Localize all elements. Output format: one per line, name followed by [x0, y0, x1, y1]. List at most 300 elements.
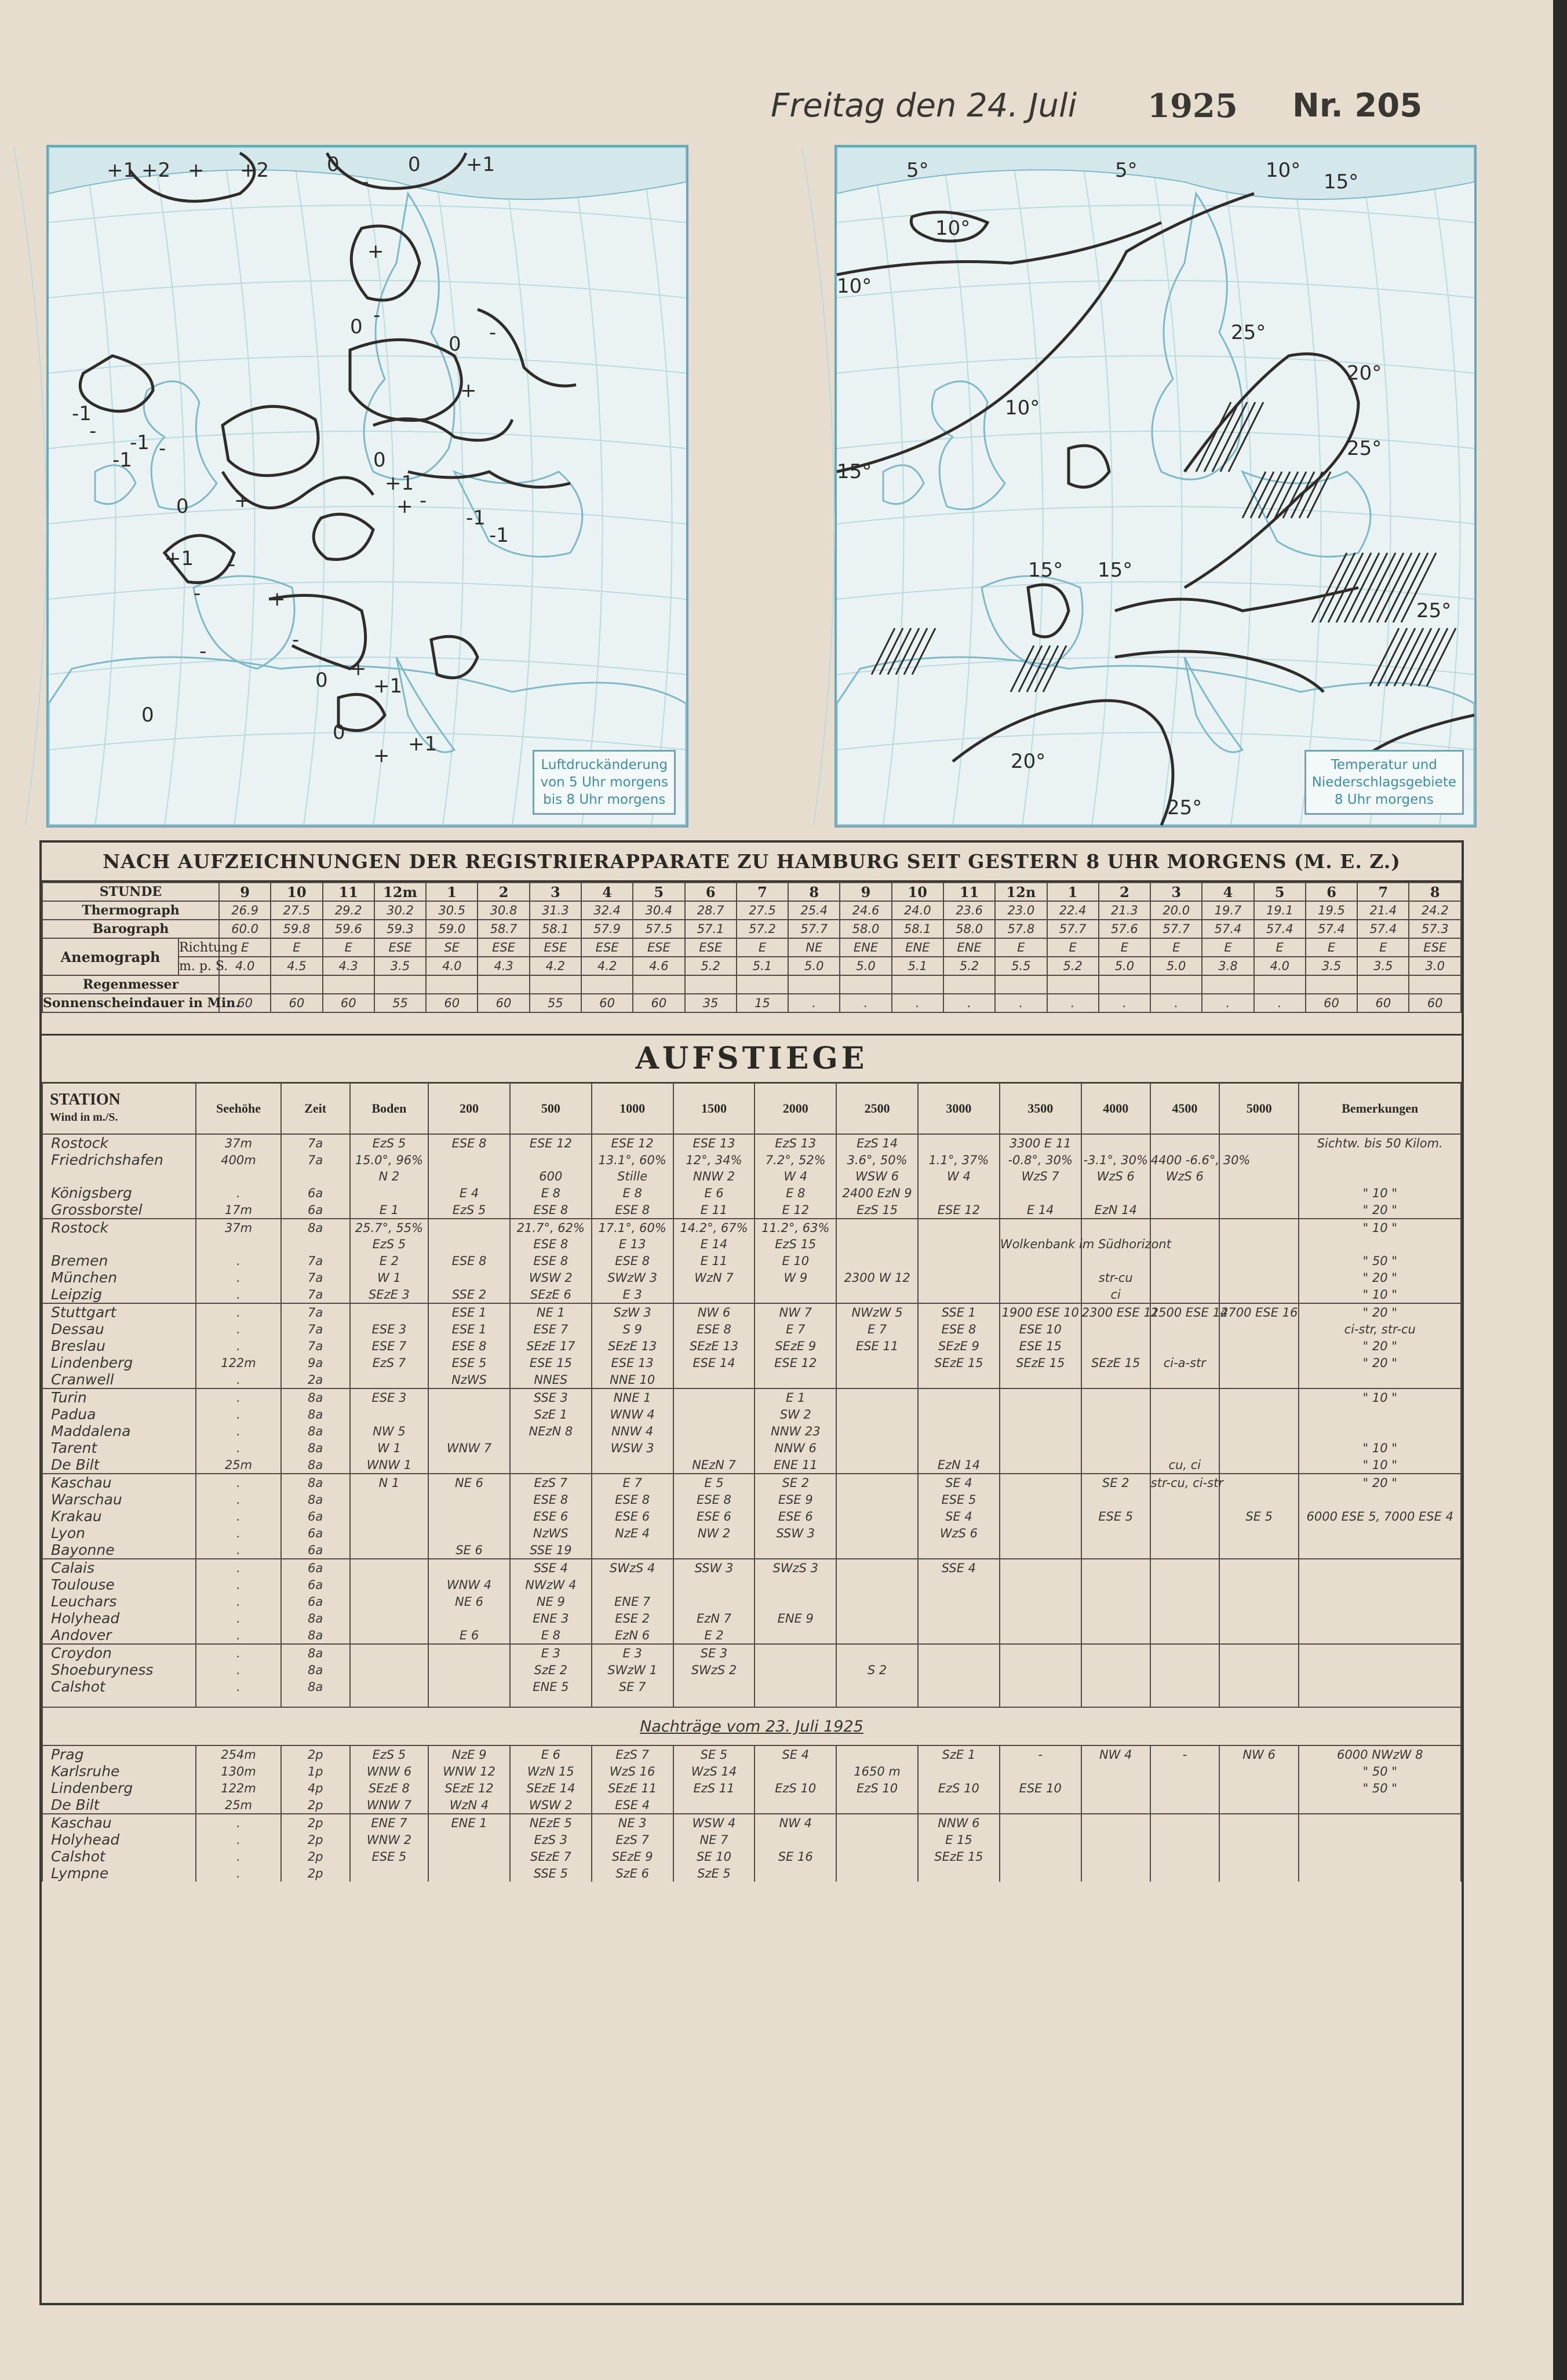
wind-cell: W 1 [350, 1439, 428, 1456]
station-remark [1299, 1236, 1461, 1252]
wind-cell: SSE 4 [918, 1559, 1000, 1576]
wind-cell [836, 1371, 918, 1388]
wind-cell: ESE 13 [673, 1134, 755, 1151]
header-bemerkungen: Bemerkungen [1299, 1083, 1461, 1134]
regenmesser-row-cell [530, 975, 581, 994]
station-row [42, 1865, 1461, 1882]
station-name [42, 1236, 196, 1252]
barograph-row-cell: 57.9 [581, 920, 633, 938]
wind-cell [836, 1474, 918, 1491]
wind-cell: NEzN 8 [510, 1423, 592, 1439]
wind-cell [673, 1388, 755, 1406]
wind-cell: W 4 [755, 1168, 836, 1184]
barograph-row-cell: 57.5 [633, 920, 684, 938]
station-time: 8a [281, 1439, 350, 1456]
regenmesser-row-cell [1202, 975, 1253, 994]
wind-cell [428, 1848, 510, 1865]
wind-cell: EzS 13 [755, 1134, 836, 1151]
station-time: 8a [281, 1644, 350, 1661]
station-height [196, 1695, 280, 1707]
station-height: . [196, 1525, 280, 1541]
station-height: . [196, 1474, 280, 1491]
barograph-row-cell: 57.6 [1099, 920, 1150, 938]
station-row [42, 1201, 1461, 1219]
sunshine-row-cell: 60 [478, 994, 529, 1012]
pressure-label: -1 [112, 449, 132, 472]
station-time: 2p [281, 1745, 350, 1763]
wind-cell [592, 1456, 673, 1474]
station-row [42, 1661, 1461, 1678]
station-time: 6a [281, 1525, 350, 1541]
hours-row-cell: 8 [1409, 883, 1461, 901]
station-time: 2p [281, 1831, 350, 1848]
wind-cell [1000, 1627, 1081, 1644]
wind-cell: WzN 15 [510, 1763, 592, 1780]
wind-cell: EzS 7 [510, 1474, 592, 1491]
wind-cell: E 14 [673, 1236, 755, 1252]
wind-cell: 2300 W 12 [836, 1269, 918, 1286]
wind-cell [1219, 1559, 1299, 1576]
wind-cell [1081, 1388, 1150, 1406]
wind-cell [836, 1354, 918, 1371]
wind-cell: NNW 2 [673, 1168, 755, 1184]
wind-cell [1081, 1576, 1150, 1593]
sunshine-row-cell: 60 [1306, 994, 1357, 1012]
wind-cell [1081, 1627, 1150, 1644]
wind-cell: ESE 10 [1000, 1321, 1081, 1337]
station-remark: " 20 " [1299, 1474, 1461, 1491]
sunshine-row-cell: 60 [426, 994, 478, 1012]
wind-cell [836, 1541, 918, 1559]
station-height: . [196, 1848, 280, 1865]
pressure-label: + [350, 657, 367, 680]
station-row [42, 1678, 1461, 1695]
sunshine-row-cell: 35 [685, 994, 737, 1012]
wind-cell: ESE 8 [428, 1337, 510, 1354]
wind-cell [1000, 1559, 1081, 1576]
station-time: 2p [281, 1814, 350, 1831]
wind-cell: 1650 m [836, 1763, 918, 1780]
wind-cell [1150, 1610, 1219, 1627]
wind-cell [1000, 1456, 1081, 1474]
station-row [42, 1491, 1461, 1508]
station-remark: 6000 NWzW 8 [1299, 1745, 1461, 1763]
thermograph-row-cell: 24.6 [840, 901, 891, 920]
wind-cell [1219, 1456, 1299, 1474]
station-time: 4p [281, 1780, 350, 1796]
station-time: 2p [281, 1848, 350, 1865]
wind-cell: NWzW 4 [510, 1576, 592, 1593]
wind-cell [1000, 1525, 1081, 1541]
wind-cell: N 1 [350, 1474, 428, 1491]
wind-cell [1219, 1168, 1299, 1184]
thermograph-row-cell: 26.9 [219, 901, 271, 920]
wind-cell [755, 1796, 836, 1814]
station-height: . [196, 1644, 280, 1661]
wind-cell [755, 1627, 836, 1644]
barograph-row-cell: 60.0 [219, 920, 271, 938]
wind-cell [673, 1406, 755, 1423]
station-height: . [196, 1610, 280, 1627]
wind-cell [1150, 1219, 1219, 1236]
wind-cell [836, 1745, 918, 1763]
station-name: Holyhead [42, 1610, 196, 1627]
hours-row-cell: 5 [633, 883, 684, 901]
wind-cell [428, 1865, 510, 1882]
wind-cell [918, 1763, 1000, 1780]
station-row [42, 1576, 1461, 1593]
wind-cell: SEzE 9 [918, 1337, 1000, 1354]
wind-cell [428, 1678, 510, 1695]
wind-cell [1150, 1201, 1219, 1219]
wind-cell [592, 1695, 673, 1707]
wind-cell: NNE 1 [592, 1388, 673, 1406]
station-row [42, 1184, 1461, 1201]
wind-cell: ENE 7 [592, 1593, 673, 1610]
hours-row-cell: 3 [530, 883, 581, 901]
wind-cell [1150, 1541, 1219, 1559]
direction-cell: ESE [374, 938, 426, 957]
wind-cell: E 8 [755, 1184, 836, 1201]
wind-cell: 25.7°, 55% [350, 1219, 428, 1236]
wind-cell [428, 1406, 510, 1423]
wind-cell [428, 1491, 510, 1508]
regenmesser-row-cell [1047, 975, 1099, 994]
barograph-row-cell: 57.7 [1150, 920, 1202, 938]
speed-cell: 5.0 [788, 957, 840, 975]
station-name: Lindenberg [42, 1780, 196, 1796]
header-level: 1500 [673, 1083, 755, 1134]
station-row [42, 1236, 1461, 1252]
sunshine-row-cell: 60 [323, 994, 374, 1012]
wind-cell: ESE 8 [428, 1134, 510, 1151]
station-remark: " 50 " [1299, 1763, 1461, 1780]
hours-row-cell: 10 [271, 883, 322, 901]
station-time [281, 1695, 350, 1707]
header-station [42, 1083, 196, 1134]
thermograph-row-cell: 27.5 [737, 901, 788, 920]
wind-cell: NW 6 [1219, 1745, 1299, 1763]
station-height: . [196, 1337, 280, 1354]
wind-cell [755, 1678, 836, 1695]
regenmesser-row-cell [633, 975, 684, 994]
wind-cell: EzS 10 [755, 1780, 836, 1796]
barograph-row-cell: 58.0 [840, 920, 891, 938]
wind-cell [673, 1576, 755, 1593]
wind-cell [1219, 1236, 1299, 1252]
wind-cell: NE 3 [592, 1814, 673, 1831]
thermograph-row-cell: 32.4 [581, 901, 633, 920]
pressure-parallel [49, 582, 686, 599]
barograph-row [42, 920, 1461, 938]
wind-cell [918, 1593, 1000, 1610]
wind-cell [350, 1593, 428, 1610]
wind-cell: ESE 10 [1000, 1780, 1081, 1796]
temperature-meridian [872, 147, 904, 825]
wind-cell [350, 1576, 428, 1593]
wind-cell [918, 1236, 1000, 1252]
wind-cell [1150, 1796, 1219, 1814]
station-time: 8a [281, 1423, 350, 1439]
pressure-label: +2 [141, 159, 171, 182]
hours-row-cell: 6 [685, 883, 737, 901]
wind-cell: ESE 5 [428, 1354, 510, 1371]
wind-cell [1081, 1593, 1150, 1610]
station-remark [1299, 1559, 1461, 1576]
wind-cell: ENE 5 [510, 1678, 592, 1695]
speed-cell: 3.0 [1409, 957, 1461, 975]
wind-cell: N 2 [350, 1168, 428, 1184]
station-name: Lindenberg [42, 1354, 196, 1371]
header-zeit: Zeit [281, 1083, 350, 1134]
station-row [42, 1406, 1461, 1423]
wind-cell: ESE 7 [510, 1321, 592, 1337]
wind-cell [1000, 1371, 1081, 1388]
station-row [42, 1371, 1461, 1388]
direction-cell: ESE [530, 938, 581, 957]
wind-cell [673, 1423, 755, 1439]
station-name [42, 1695, 196, 1707]
wind-cell: WNW 4 [592, 1406, 673, 1423]
wind-cell [1081, 1337, 1150, 1354]
wind-cell [1150, 1780, 1219, 1796]
wind-cell [1081, 1695, 1150, 1707]
wind-cell: NNW 6 [755, 1439, 836, 1456]
station-remark [1299, 1644, 1461, 1661]
sunshine-row-cell: 15 [737, 994, 788, 1012]
wind-cell: SE 3 [673, 1644, 755, 1661]
pressure-label: -1 [489, 524, 509, 547]
wind-cell [1081, 1644, 1150, 1661]
wind-cell [350, 1371, 428, 1388]
wind-cell: NzE 9 [428, 1745, 510, 1763]
regenmesser-row-cell [685, 975, 737, 994]
station-remark [1299, 1610, 1461, 1627]
wind-cell [1000, 1796, 1081, 1814]
wind-cell: SzE 6 [592, 1865, 673, 1882]
barograph-row-cell: 57.4 [1357, 920, 1409, 938]
pressure-label: - [362, 170, 369, 194]
station-name: Kaschau [42, 1474, 196, 1491]
wind-cell: SSW 3 [755, 1525, 836, 1541]
temperature-label: 20° [1011, 750, 1046, 773]
wind-cell: E 3 [592, 1644, 673, 1661]
direction-cell: E [1150, 938, 1202, 957]
thermograph-row-cell: 21.3 [1099, 901, 1150, 920]
wind-cell: SE 4 [755, 1745, 836, 1763]
station-name: Lyon [42, 1525, 196, 1541]
wind-cell [755, 1644, 836, 1661]
pressure-label: - [228, 553, 236, 576]
station-row [42, 1745, 1461, 1763]
barograph-row-cell: 59.0 [426, 920, 478, 938]
wind-cell [428, 1236, 510, 1252]
temperature-label: 10° [837, 275, 872, 298]
wind-cell [1000, 1831, 1081, 1848]
wind-cell: NE 1 [510, 1303, 592, 1321]
wind-cell [350, 1865, 428, 1882]
wind-cell [1219, 1184, 1299, 1201]
wind-cell [1000, 1269, 1081, 1286]
wind-cell [836, 1695, 918, 1707]
wind-cell [1081, 1780, 1150, 1796]
direction-cell: ESE [1409, 938, 1461, 957]
wind-cell [836, 1219, 918, 1236]
sunshine-row-cell: . [1254, 994, 1306, 1012]
temperature-label: 5° [1115, 159, 1138, 182]
wind-cell: E 11 [673, 1201, 755, 1219]
pressure-label: +1 [165, 547, 194, 570]
wind-cell: SE 5 [673, 1745, 755, 1763]
temperature-meridian [1358, 147, 1391, 825]
pressure-meridian [14, 147, 46, 825]
wind-cell [836, 1406, 918, 1423]
station-time: 6a [281, 1593, 350, 1610]
wind-cell: WzN 4 [428, 1796, 510, 1814]
wind-cell: WSW 4 [673, 1814, 755, 1831]
wind-cell [428, 1644, 510, 1661]
wind-cell [1150, 1644, 1219, 1661]
wind-cell [1219, 1321, 1299, 1337]
wind-cell [1000, 1491, 1081, 1508]
direction-cell: E [271, 938, 322, 957]
precipitation-hatching [1378, 628, 1407, 686]
station-row [42, 1269, 1461, 1286]
wind-cell [1081, 1848, 1150, 1865]
station-time: 7a [281, 1252, 350, 1269]
wind-cell: ESE 12 [592, 1134, 673, 1151]
wind-cell: S 9 [592, 1321, 673, 1337]
wind-cell: ci-a-str [1150, 1354, 1219, 1371]
wind-cell [836, 1456, 918, 1474]
wind-cell: NW 6 [673, 1303, 755, 1321]
temperature-label: 15° [1028, 559, 1063, 582]
pressure-label: -1 [72, 402, 92, 425]
wind-cell [510, 1456, 592, 1474]
station-row [42, 1796, 1461, 1814]
wind-cell [1150, 1388, 1219, 1406]
speed-cell: 3.5 [1357, 957, 1409, 975]
speed-cell: 5.1 [737, 957, 788, 975]
station-time: 6a [281, 1541, 350, 1559]
wind-cell [1000, 1678, 1081, 1695]
station-row [42, 1541, 1461, 1559]
wind-cell: WSW 6 [836, 1168, 918, 1184]
anemograph-speed-row [42, 957, 1461, 975]
wind-cell [1219, 1134, 1299, 1151]
station-row [42, 1252, 1461, 1269]
wind-cell [918, 1661, 1000, 1678]
hours-row-label: STUNDE [42, 883, 219, 901]
pressure-label: 0 [408, 153, 421, 176]
wind-cell: ESE 8 [592, 1491, 673, 1508]
wind-cell: ESE 6 [673, 1508, 755, 1525]
pressure-label: - [159, 437, 166, 460]
precipitation-hatching [1411, 628, 1440, 686]
wind-cell: NNW 4 [592, 1423, 673, 1439]
station-height: . [196, 1388, 280, 1406]
station-height: . [196, 1814, 280, 1831]
wind-cell [1000, 1593, 1081, 1610]
speed-cell: 5.2 [685, 957, 737, 975]
temperature-sea-area [837, 147, 1474, 199]
wind-cell: ESE 13 [592, 1354, 673, 1371]
wind-cell [350, 1661, 428, 1678]
hours-row-cell: 10 [892, 883, 943, 901]
wind-cell [836, 1678, 918, 1695]
wind-cell [755, 1286, 836, 1303]
hours-row-cell: 4 [581, 883, 633, 901]
wind-cell [918, 1627, 1000, 1644]
wind-cell [1081, 1541, 1150, 1559]
barograph-row-label: Barograph [42, 920, 219, 938]
wind-cell: ESE 6 [755, 1508, 836, 1525]
wind-cell [1219, 1848, 1299, 1865]
wind-cell [592, 1541, 673, 1559]
station-height: 17m [196, 1201, 280, 1219]
sunshine-row-cell: 60 [1357, 994, 1409, 1012]
wind-cell [836, 1286, 918, 1303]
wind-cell: E 8 [510, 1184, 592, 1201]
wind-cell [918, 1269, 1000, 1286]
station-height: 37m [196, 1219, 280, 1236]
wind-cell [673, 1796, 755, 1814]
station-time: 7a [281, 1321, 350, 1337]
station-height: . [196, 1286, 280, 1303]
wind-cell: SzE 2 [510, 1661, 592, 1678]
wind-cell [1000, 1865, 1081, 1882]
wind-cell: 2400 EzN 9 [836, 1184, 918, 1201]
wind-cell [428, 1831, 510, 1848]
pressure-label: - [89, 420, 97, 443]
station-time: 7a [281, 1134, 350, 1151]
wind-cell: 17.1°, 60% [592, 1219, 673, 1236]
wind-cell [428, 1695, 510, 1707]
sunshine-row-cell: 60 [581, 994, 633, 1012]
thermograph-row-cell: 19.1 [1254, 901, 1306, 920]
wind-cell: SEzE 15 [918, 1354, 1000, 1371]
wind-cell: EzS 10 [836, 1780, 918, 1796]
wind-cell [1081, 1219, 1150, 1236]
hours-row-cell: 11 [323, 883, 374, 901]
wind-cell [1150, 1865, 1219, 1882]
wind-cell [755, 1763, 836, 1780]
sunshine-row-cell: . [1150, 994, 1202, 1012]
hours-row [42, 883, 1461, 901]
pressure-label: - [194, 582, 201, 605]
regenmesser-row-cell [737, 975, 788, 994]
wind-cell [1000, 1423, 1081, 1439]
hours-row-cell: 3 [1150, 883, 1202, 901]
hours-row-cell: 4 [1202, 883, 1253, 901]
station-height: 122m [196, 1780, 280, 1796]
station-height: . [196, 1321, 280, 1337]
wind-cell [1150, 1269, 1219, 1286]
aufstiege-title: AUFSTIEGE [42, 1034, 1462, 1084]
wind-cell [1219, 1678, 1299, 1695]
station-height: 37m [196, 1134, 280, 1151]
wind-cell [673, 1678, 755, 1695]
temperature-map-drawing [837, 147, 1474, 825]
station-height: . [196, 1269, 280, 1286]
wind-cell: E 3 [592, 1286, 673, 1303]
wind-cell: ENE 9 [755, 1610, 836, 1627]
station-height: 25m [196, 1456, 280, 1474]
station-row [42, 1525, 1461, 1541]
thermograph-row-cell: 30.5 [426, 901, 478, 920]
pressure-isoline [351, 226, 420, 300]
wind-cell [836, 1508, 918, 1525]
